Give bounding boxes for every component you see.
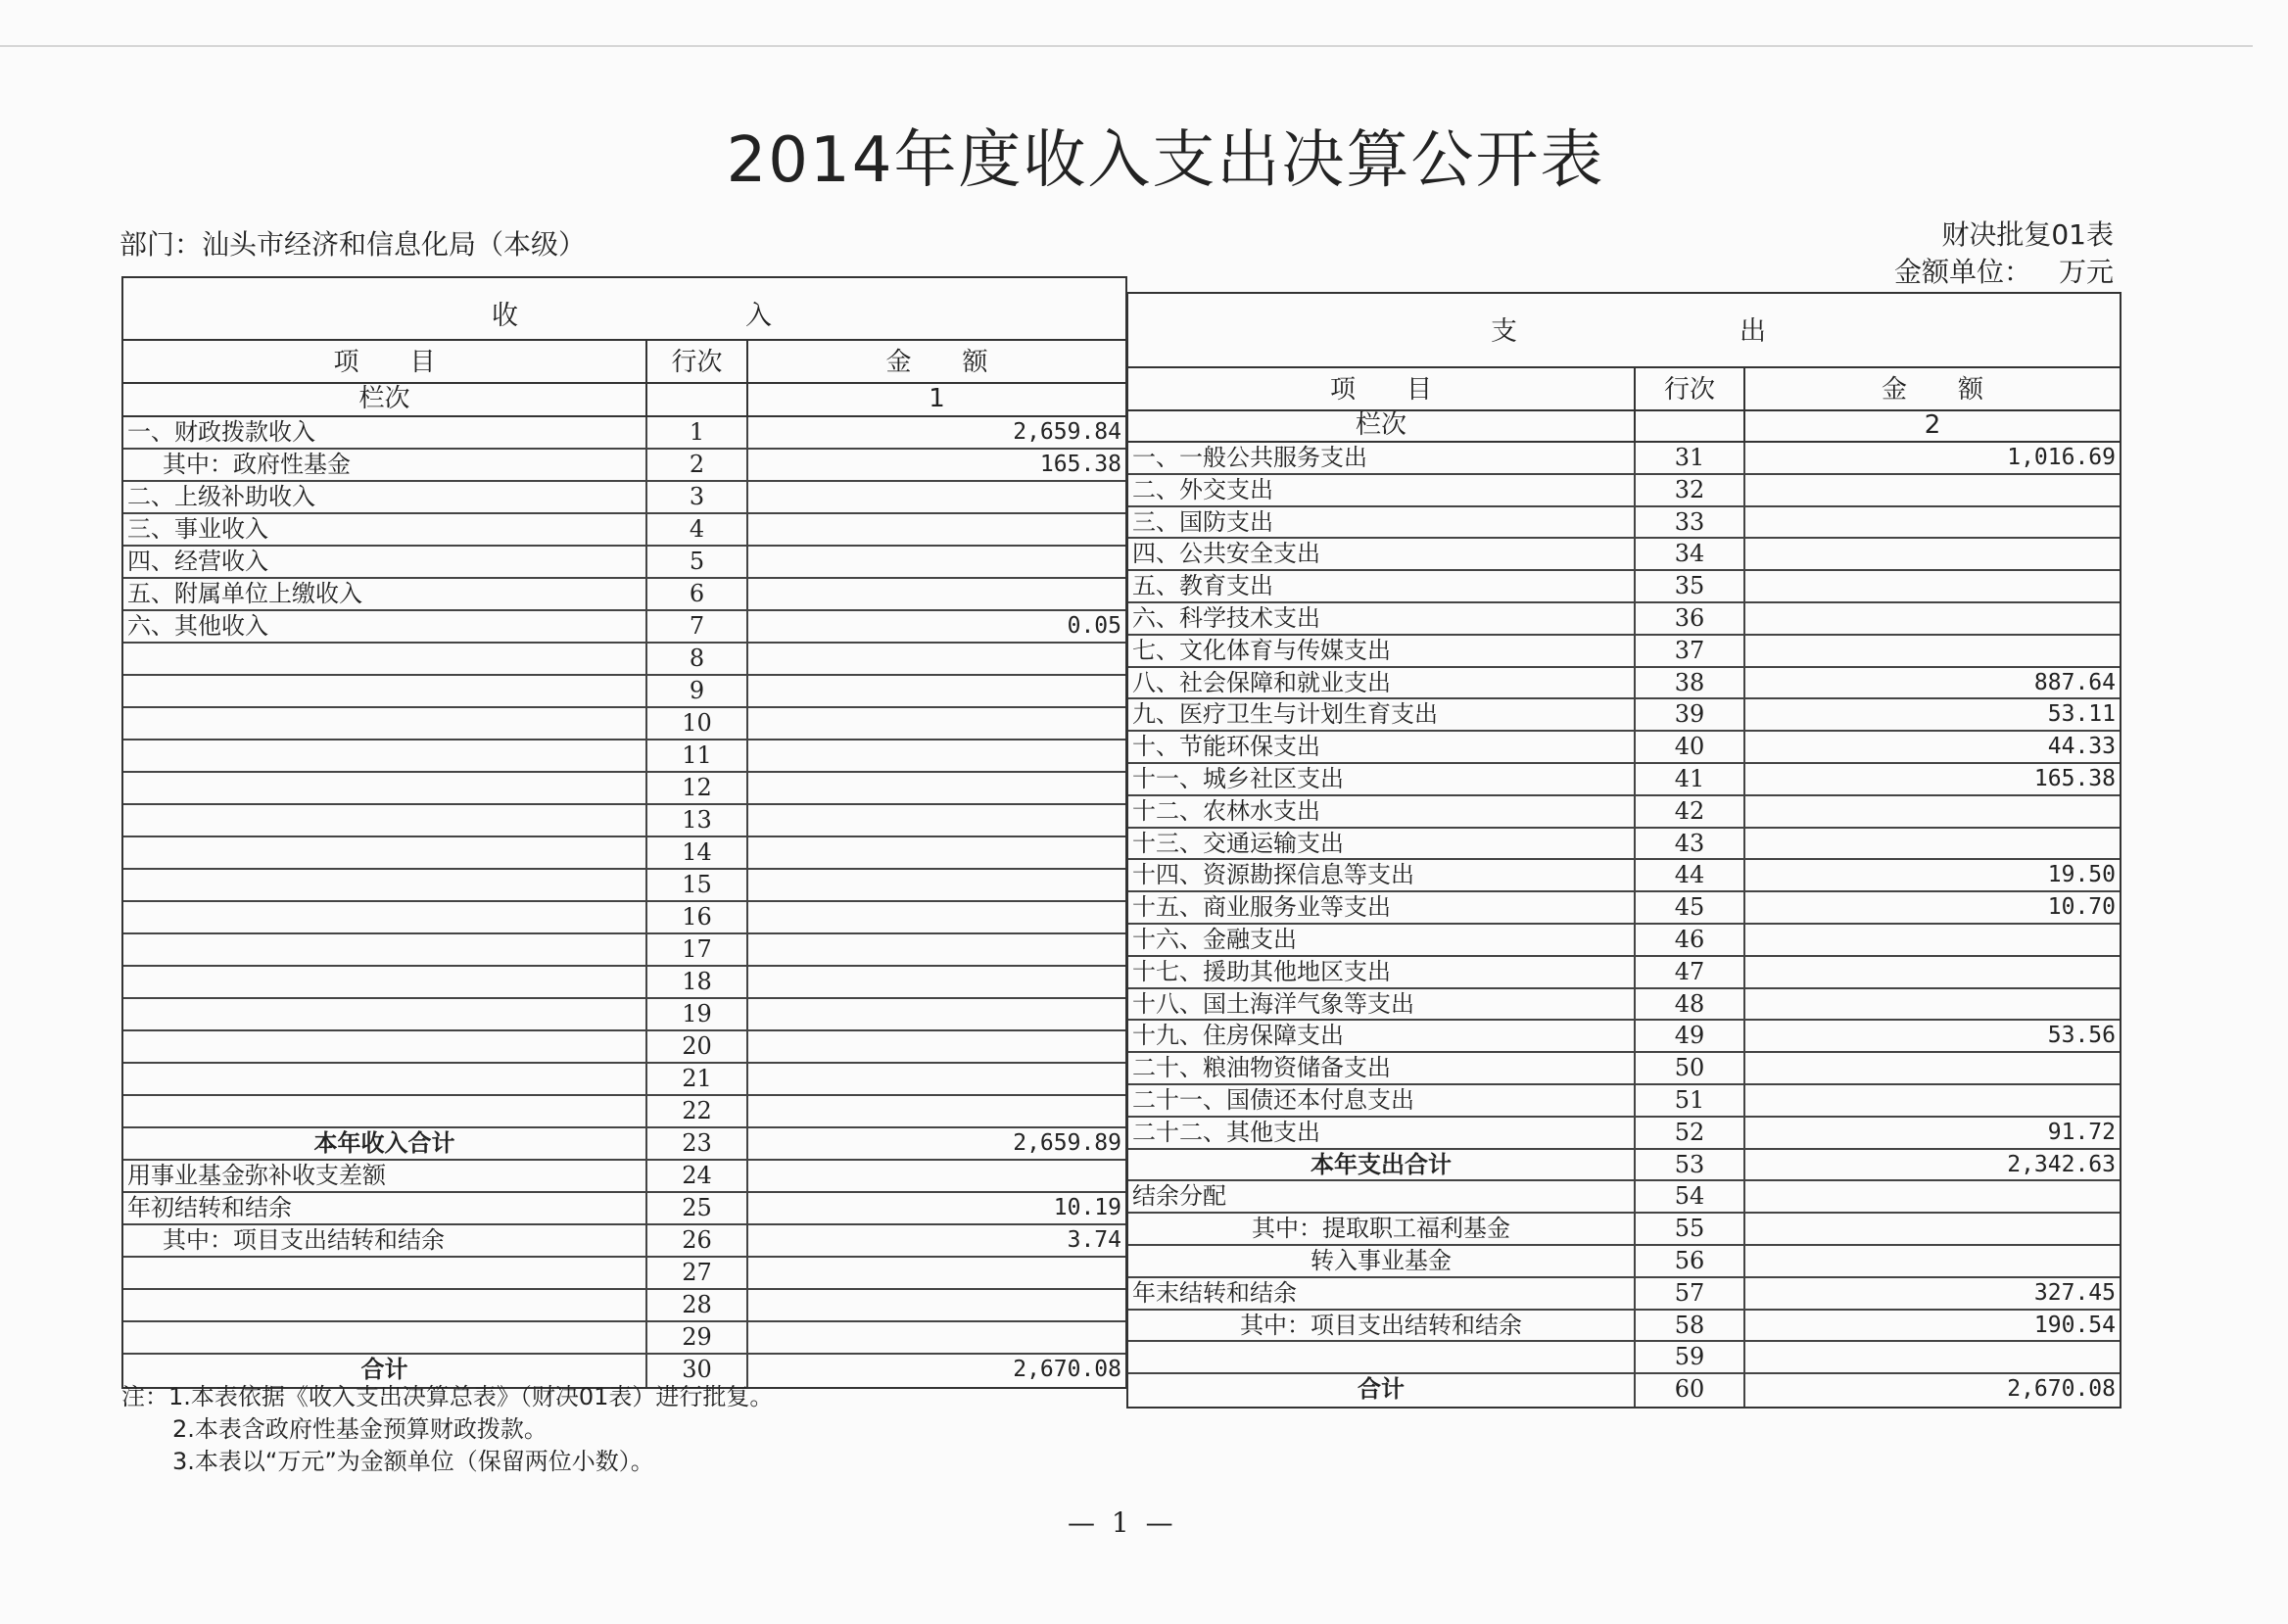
- income-row-amount: [748, 773, 1125, 803]
- expense-row-item: [1128, 1342, 1636, 1372]
- expense-row-amount: [1745, 475, 2120, 505]
- expense-header-right: 出: [1740, 316, 1766, 347]
- table-row: [123, 1161, 1125, 1193]
- expense-row-no: 46: [1636, 925, 1745, 955]
- table-row: [123, 417, 1125, 450]
- income-row-no: 14: [647, 837, 748, 868]
- expense-row-item: 十一、城乡社区支出: [1128, 764, 1636, 794]
- income-row-item: [123, 644, 647, 674]
- expense-row-no: 43: [1636, 829, 1745, 859]
- amount-unit: [1894, 251, 2114, 290]
- expense-row-amount: 190.54: [2033, 1312, 2116, 1338]
- table-row: [123, 1128, 1125, 1161]
- table-row: [1128, 603, 2120, 636]
- table-row: [1128, 507, 2120, 540]
- expense-lanci-row: [1128, 411, 2120, 443]
- income-row-item: 合计: [123, 1355, 647, 1387]
- income-row-amount: [748, 837, 1125, 868]
- expense-row-amount: 10.70: [2047, 894, 2116, 921]
- expense-row-item: 六、科学技术支出: [1128, 603, 1636, 634]
- income-row-item: [123, 870, 647, 900]
- expense-row-amount: [1745, 1085, 2120, 1116]
- expense-row-item: 十六、金融支出: [1128, 925, 1636, 955]
- table-row: [123, 1225, 1125, 1258]
- table-row: [123, 611, 1125, 644]
- expense-row-no: 35: [1636, 571, 1745, 601]
- page-number: — 1 —: [1068, 1506, 1177, 1539]
- income-row-no: 3: [647, 482, 748, 512]
- table-row: [1128, 668, 2120, 700]
- income-row-item: [123, 740, 647, 771]
- table-row: [1128, 732, 2120, 764]
- expense-col-no: 行次: [1636, 368, 1745, 409]
- income-lanci-label: 栏次: [123, 384, 647, 415]
- expense-row-no: 49: [1636, 1021, 1745, 1051]
- income-row-amount: 0.05: [1067, 613, 1121, 639]
- income-row-no: 4: [647, 514, 748, 545]
- income-row-no: 12: [647, 773, 748, 803]
- income-row-amount: 2,659.89: [1013, 1130, 1121, 1156]
- expense-row-item: 七、文化体育与传媒支出: [1128, 636, 1636, 666]
- expense-row-amount: 327.45: [2033, 1279, 2116, 1306]
- income-row-amount: [748, 740, 1125, 771]
- income-row-amount: [748, 676, 1125, 706]
- table-row: [1128, 796, 2120, 829]
- expense-row-no: 32: [1636, 475, 1745, 505]
- expense-row-item: 九、医疗卫生与计划生育支出: [1128, 699, 1636, 730]
- expense-row-amount: 53.56: [2047, 1023, 2116, 1049]
- income-row-no: 27: [647, 1258, 748, 1288]
- table-row: [1128, 475, 2120, 507]
- income-row-amount: [748, 644, 1125, 674]
- table-row: [123, 547, 1125, 579]
- expense-row-item: 其中：提取职工福利基金: [1128, 1214, 1636, 1244]
- income-header-right: 入: [745, 301, 772, 331]
- income-row-amount: [748, 870, 1125, 900]
- expense-row-no: 42: [1636, 796, 1745, 827]
- expense-row-amount: 887.64: [2033, 669, 2116, 695]
- expense-row-item: 一、一般公共服务支出: [1128, 443, 1636, 473]
- income-row-item: [123, 1064, 647, 1094]
- expense-row-amount: [1745, 989, 2120, 1020]
- expense-row-no: 45: [1636, 892, 1745, 923]
- table-row: [123, 934, 1125, 967]
- table-row: [1128, 860, 2120, 892]
- income-row-item: [123, 1258, 647, 1288]
- income-row-no: 22: [647, 1096, 748, 1126]
- expense-row-no: 31: [1636, 443, 1745, 473]
- income-row-amount: [748, 1031, 1125, 1062]
- income-row-item: 其中：政府性基金: [123, 450, 647, 480]
- table-row: [123, 450, 1125, 482]
- expense-row-item: 二十二、其他支出: [1128, 1118, 1636, 1148]
- income-row-amount: [748, 967, 1125, 997]
- expense-section-header: [1128, 294, 2120, 368]
- income-row-item: 年初结转和结余: [123, 1193, 647, 1223]
- income-row-no: 16: [647, 902, 748, 932]
- expense-row-no: 57: [1636, 1278, 1745, 1309]
- expense-row-item: 四、公共安全支出: [1128, 539, 1636, 569]
- expense-row-amount: 19.50: [2047, 862, 2116, 888]
- table-row: [123, 644, 1125, 676]
- income-row-no: 15: [647, 870, 748, 900]
- expense-column-headers: [1128, 368, 2120, 411]
- expense-lanci-amount: 2: [1924, 410, 1941, 440]
- income-row-amount: [748, 1161, 1125, 1191]
- income-row-amount: [748, 999, 1125, 1029]
- income-row-item: [123, 967, 647, 997]
- expense-row-no: 33: [1636, 507, 1745, 538]
- table-row: [1128, 1053, 2120, 1085]
- expense-row-no: 54: [1636, 1181, 1745, 1212]
- table-row: [1128, 443, 2120, 475]
- expense-row-no: 40: [1636, 732, 1745, 762]
- expense-row-amount: [1745, 1214, 2120, 1244]
- table-row: [1128, 1246, 2120, 1278]
- income-table: [121, 276, 1127, 1389]
- expense-row-amount: 44.33: [2047, 734, 2116, 760]
- expense-row-item: 三、国防支出: [1128, 507, 1636, 538]
- income-row-no: 23: [647, 1128, 748, 1159]
- expense-row-no: 60: [1636, 1374, 1745, 1407]
- income-row-item: [123, 1290, 647, 1320]
- scan-top-line: [0, 45, 2253, 47]
- unit-value: 万元: [2058, 256, 2114, 288]
- income-row-item: [123, 999, 647, 1029]
- expense-row-amount: 165.38: [2033, 765, 2116, 791]
- note-3: 3.本表以“万元”为金额单位（保留两位小数）。: [172, 1448, 654, 1475]
- expense-row-amount: [1745, 571, 2120, 601]
- expense-row-no: 53: [1636, 1150, 1745, 1180]
- expense-col-item: 项 目: [1128, 368, 1636, 409]
- table-row: [123, 579, 1125, 611]
- income-row-item: [123, 1096, 647, 1126]
- expense-row-item: 二十一、国债还本付息支出: [1128, 1085, 1636, 1116]
- income-lanci-no: [647, 384, 748, 415]
- table-row: [1128, 1118, 2120, 1150]
- table-row: [123, 967, 1125, 999]
- income-row-no: 17: [647, 934, 748, 965]
- table-row: [1128, 829, 2120, 861]
- income-row-no: 5: [647, 547, 748, 577]
- expense-row-amount: [1745, 539, 2120, 569]
- income-row-item: 五、附属单位上缴收入: [123, 579, 647, 609]
- table-row: [123, 514, 1125, 547]
- income-header-left: 收: [492, 301, 518, 331]
- table-row: [123, 1322, 1125, 1355]
- income-row-item: 二、上级补助收入: [123, 482, 647, 512]
- expense-row-item: 十九、住房保障支出: [1128, 1021, 1636, 1051]
- expense-row-no: 37: [1636, 636, 1745, 666]
- table-row: [1128, 1021, 2120, 1053]
- table-row: [1128, 957, 2120, 989]
- unit-label: 金额单位：: [1893, 256, 2031, 288]
- expense-row-item: 转入事业基金: [1128, 1246, 1636, 1276]
- income-row-amount: [748, 708, 1125, 739]
- income-lanci-row: [123, 384, 1125, 417]
- income-row-no: 30: [647, 1355, 748, 1387]
- income-row-amount: [748, 1258, 1125, 1288]
- expense-row-no: 56: [1636, 1246, 1745, 1276]
- expense-row-no: 59: [1636, 1342, 1745, 1372]
- expense-lanci-no: [1636, 411, 1745, 441]
- income-section-header: [123, 278, 1125, 341]
- expense-row-no: 50: [1636, 1053, 1745, 1083]
- note-2: 2.本表含政府性基金预算财政拨款。: [172, 1415, 548, 1443]
- table-row: [123, 837, 1125, 870]
- income-row-amount: [748, 934, 1125, 965]
- income-row-no: 25: [647, 1193, 748, 1223]
- income-row-no: 6: [647, 579, 748, 609]
- expense-row-item: 二十、粮油物资储备支出: [1128, 1053, 1636, 1083]
- expense-row-item: 十四、资源勘探信息等支出: [1128, 860, 1636, 890]
- table-row: [123, 708, 1125, 740]
- income-row-amount: [748, 547, 1125, 577]
- expense-rows: [1128, 443, 2120, 1407]
- expense-row-amount: [1745, 829, 2120, 859]
- income-row-no: 20: [647, 1031, 748, 1062]
- notes: [121, 1381, 773, 1478]
- expense-row-no: 48: [1636, 989, 1745, 1020]
- income-row-no: 29: [647, 1322, 748, 1353]
- income-column-headers: [123, 341, 1125, 384]
- table-row: [123, 870, 1125, 902]
- expense-lanci-label: 栏次: [1128, 411, 1636, 441]
- expense-row-item: 十五、商业服务业等支出: [1128, 892, 1636, 923]
- expense-row-amount: 2,670.08: [2007, 1376, 2116, 1403]
- income-row-no: 2: [647, 450, 748, 480]
- expense-row-no: 52: [1636, 1118, 1745, 1148]
- table-row: [1128, 989, 2120, 1022]
- income-row-amount: [748, 482, 1125, 512]
- expense-row-no: 36: [1636, 603, 1745, 634]
- table-row: [123, 482, 1125, 514]
- table-row: [1128, 1085, 2120, 1118]
- expense-row-amount: [1745, 957, 2120, 987]
- income-row-amount: [748, 805, 1125, 836]
- income-row-no: 1: [647, 417, 748, 448]
- table-row: [1128, 1311, 2120, 1343]
- income-row-amount: [748, 902, 1125, 932]
- income-row-amount: [748, 1322, 1125, 1353]
- income-col-no: 行次: [647, 341, 748, 382]
- income-row-no: 10: [647, 708, 748, 739]
- table-row: [1128, 636, 2120, 668]
- income-row-item: [123, 934, 647, 965]
- income-row-no: 9: [647, 676, 748, 706]
- table-row: [123, 676, 1125, 708]
- expense-row-amount: [1745, 1053, 2120, 1083]
- expense-table: [1126, 292, 2121, 1409]
- table-row: [1128, 925, 2120, 957]
- expense-row-item: 十三、交通运输支出: [1128, 829, 1636, 859]
- income-row-no: 7: [647, 611, 748, 642]
- income-row-no: 24: [647, 1161, 748, 1191]
- income-row-item: 三、事业收入: [123, 514, 647, 545]
- income-row-no: 11: [647, 740, 748, 771]
- table-row: [123, 1031, 1125, 1064]
- income-row-no: 21: [647, 1064, 748, 1094]
- table-row: [123, 773, 1125, 805]
- expense-row-no: 58: [1636, 1311, 1745, 1341]
- table-row: [123, 1096, 1125, 1128]
- income-row-amount: [748, 579, 1125, 609]
- income-row-amount: 2,670.08: [1013, 1357, 1121, 1382]
- expense-row-no: 51: [1636, 1085, 1745, 1116]
- expense-row-amount: 2,342.63: [2007, 1151, 2116, 1177]
- table-row: [1128, 539, 2120, 571]
- income-row-item: [123, 676, 647, 706]
- table-row: [123, 999, 1125, 1031]
- income-row-no: 13: [647, 805, 748, 836]
- income-col-amount: 金 额: [885, 348, 988, 377]
- income-row-item: 一、财政拨款收入: [123, 417, 647, 448]
- expense-row-item: 二、外交支出: [1128, 475, 1636, 505]
- expense-col-amount: 金 额: [1881, 375, 1983, 405]
- income-row-item: 六、其他收入: [123, 611, 647, 642]
- expense-row-item: 十二、农林水支出: [1128, 796, 1636, 827]
- expense-row-amount: 1,016.69: [2007, 445, 2116, 470]
- income-lanci-amount: 1: [929, 384, 945, 413]
- table-row: [1128, 764, 2120, 796]
- note-1: 注：1.本表依据《收入支出决算总表》（财决01表）进行批复。: [121, 1383, 774, 1410]
- expense-row-no: 55: [1636, 1214, 1745, 1244]
- expense-row-item: 本年支出合计: [1128, 1150, 1636, 1180]
- expense-row-no: 41: [1636, 764, 1745, 794]
- expense-row-amount: [1745, 1181, 2120, 1212]
- expense-row-no: 34: [1636, 539, 1745, 569]
- expense-row-amount: [1745, 507, 2120, 538]
- expense-header-left: 支: [1491, 316, 1517, 347]
- expense-row-amount: [1745, 1342, 2120, 1372]
- income-row-item: 用事业基金弥补收支差额: [123, 1161, 647, 1191]
- table-row: [123, 902, 1125, 934]
- table-row: [123, 1290, 1125, 1322]
- income-row-amount: 2,659.84: [1013, 419, 1121, 445]
- expense-row-amount: [1745, 603, 2120, 634]
- table-row: [1128, 1181, 2120, 1214]
- table-row: [1128, 892, 2120, 925]
- table-row: [1128, 1278, 2120, 1311]
- expense-row-no: 39: [1636, 699, 1745, 730]
- income-row-amount: 3.74: [1067, 1227, 1121, 1253]
- income-row-no: 28: [647, 1290, 748, 1320]
- table-row: [123, 1193, 1125, 1225]
- income-row-amount: [748, 1290, 1125, 1320]
- income-row-item: 本年收入合计: [123, 1128, 647, 1159]
- department-label: 部门：汕头市经济和信息化局（本级）: [119, 228, 587, 261]
- income-row-item: [123, 773, 647, 803]
- income-row-item: [123, 837, 647, 868]
- expense-row-amount: [1745, 796, 2120, 827]
- expense-row-item: 十、节能环保支出: [1128, 732, 1636, 762]
- income-row-amount: [748, 1096, 1125, 1126]
- income-row-no: 18: [647, 967, 748, 997]
- income-row-item: [123, 805, 647, 836]
- income-row-item: 四、经营收入: [123, 547, 647, 577]
- income-rows: [123, 417, 1125, 1387]
- income-row-amount: [748, 514, 1125, 545]
- income-row-item: [123, 902, 647, 932]
- page-title: 2014年度收入支出决算公开表: [726, 124, 1605, 197]
- table-row: [1128, 1342, 2120, 1374]
- expense-row-amount: [1745, 925, 2120, 955]
- expense-row-no: 47: [1636, 957, 1745, 987]
- expense-row-item: 十七、援助其他地区支出: [1128, 957, 1636, 987]
- expense-row-item: 其中：项目支出结转和结余: [1128, 1311, 1636, 1341]
- expense-row-amount: 91.72: [2047, 1119, 2116, 1145]
- income-col-item: 项 目: [123, 341, 647, 382]
- income-row-item: [123, 1031, 647, 1062]
- expense-row-no: 44: [1636, 860, 1745, 890]
- expense-row-item: 五、教育支出: [1128, 571, 1636, 601]
- table-row: [123, 1258, 1125, 1290]
- table-row: [123, 1064, 1125, 1096]
- table-row: [1128, 1214, 2120, 1246]
- form-number: 财决批复01表: [1941, 218, 2114, 251]
- income-row-item: 其中：项目支出结转和结余: [123, 1225, 647, 1256]
- income-row-amount: [748, 1064, 1125, 1094]
- table-row: [123, 805, 1125, 837]
- income-row-no: 26: [647, 1225, 748, 1256]
- expense-row-item: 八、社会保障和就业支出: [1128, 668, 1636, 698]
- income-row-item: [123, 1322, 647, 1353]
- income-row-amount: 10.19: [1053, 1195, 1121, 1220]
- table-row: [1128, 1150, 2120, 1182]
- expense-row-item: 合计: [1128, 1374, 1636, 1407]
- income-row-item: [123, 708, 647, 739]
- expense-row-item: 年末结转和结余: [1128, 1278, 1636, 1309]
- expense-row-amount: [1745, 1246, 2120, 1276]
- income-row-amount: 165.38: [1039, 452, 1121, 477]
- income-row-no: 8: [647, 644, 748, 674]
- income-row-no: 19: [647, 999, 748, 1029]
- expense-row-amount: [1745, 636, 2120, 666]
- table-row: [1128, 699, 2120, 732]
- table-row: [1128, 571, 2120, 603]
- expense-row-amount: 53.11: [2047, 701, 2116, 728]
- table-row: [1128, 1374, 2120, 1407]
- expense-row-no: 38: [1636, 668, 1745, 698]
- expense-row-item: 十八、国土海洋气象等支出: [1128, 989, 1636, 1020]
- expense-row-item: 结余分配: [1128, 1181, 1636, 1212]
- table-row: [123, 740, 1125, 773]
